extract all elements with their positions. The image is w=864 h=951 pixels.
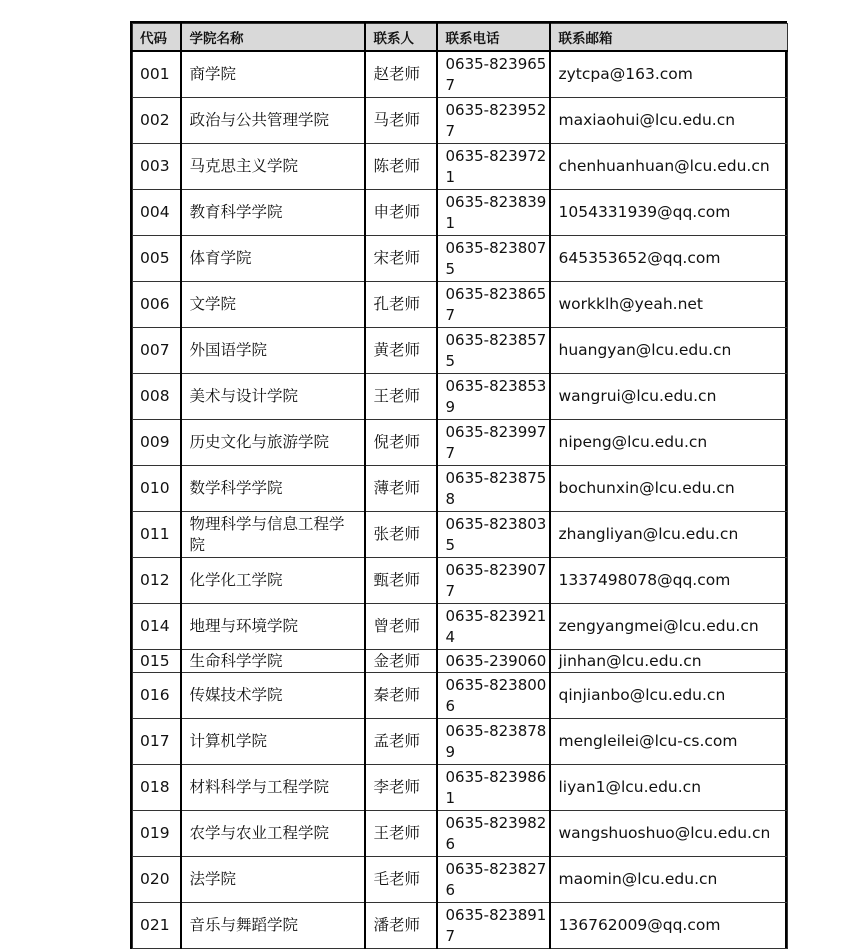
code-cell: 014 <box>133 604 181 650</box>
table-row <box>133 328 788 374</box>
contact-person-cell: 孟老师 <box>365 719 437 765</box>
contact-person-cell: 王老师 <box>365 374 437 420</box>
email-cell: zytcpa@163.com <box>550 51 788 98</box>
contact-person-cell: 秦老师 <box>365 673 437 719</box>
college-name-cell: 计算机学院 <box>181 719 365 765</box>
email-cell: wangshuoshuo@lcu.edu.cn <box>550 811 788 857</box>
phone-cell: 0635-8238758 <box>437 466 550 512</box>
code-cell: 008 <box>133 374 181 420</box>
phone-cell: 0635-8238539 <box>437 374 550 420</box>
contact-person-cell: 黄老师 <box>365 328 437 374</box>
header-code: 代码 <box>133 24 181 52</box>
email-cell: chenhuanhuan@lcu.edu.cn <box>550 144 788 190</box>
phone-cell: 0635-8239826 <box>437 811 550 857</box>
contact-person-cell: 张老师 <box>365 512 437 558</box>
code-cell: 009 <box>133 420 181 466</box>
contact-table-container <box>130 21 787 949</box>
table-row <box>133 811 788 857</box>
phone-cell: 0635-8239721 <box>437 144 550 190</box>
email-cell: mengleilei@lcu-cs.com <box>550 719 788 765</box>
phone-cell: 0635-8239657 <box>437 51 550 98</box>
email-cell: wangrui@lcu.edu.cn <box>550 374 788 420</box>
college-name-cell: 物理科学与信息工程学院 <box>181 512 365 558</box>
phone-cell: 0635-8238917 <box>437 903 550 949</box>
table-row <box>133 719 788 765</box>
contact-person-cell: 毛老师 <box>365 857 437 903</box>
table-row <box>133 903 788 949</box>
phone-cell: 0635-8238789 <box>437 719 550 765</box>
table-row <box>133 466 788 512</box>
contact-person-cell: 马老师 <box>365 98 437 144</box>
contact-table <box>132 23 788 949</box>
table-row <box>133 420 788 466</box>
email-cell: zengyangmei@lcu.edu.cn <box>550 604 788 650</box>
email-cell: qinjianbo@lcu.edu.cn <box>550 673 788 719</box>
code-cell: 021 <box>133 903 181 949</box>
college-name-cell: 外国语学院 <box>181 328 365 374</box>
phone-cell: 0635-239060 <box>437 650 550 673</box>
code-cell: 007 <box>133 328 181 374</box>
phone-cell: 0635-8238035 <box>437 512 550 558</box>
college-name-cell: 美术与设计学院 <box>181 374 365 420</box>
phone-cell: 0635-8238276 <box>437 857 550 903</box>
phone-cell: 0635-8239527 <box>437 98 550 144</box>
header-contact-person: 联系人 <box>365 24 437 52</box>
table-row <box>133 144 788 190</box>
phone-cell: 0635-8238657 <box>437 282 550 328</box>
phone-cell: 0635-8239861 <box>437 765 550 811</box>
college-name-cell: 体育学院 <box>181 236 365 282</box>
table-row <box>133 673 788 719</box>
email-cell: maxiaohui@lcu.edu.cn <box>550 98 788 144</box>
code-cell: 020 <box>133 857 181 903</box>
table-row <box>133 98 788 144</box>
code-cell: 012 <box>133 558 181 604</box>
email-cell: 645353652@qq.com <box>550 236 788 282</box>
email-cell: maomin@lcu.edu.cn <box>550 857 788 903</box>
email-cell: nipeng@lcu.edu.cn <box>550 420 788 466</box>
college-name-cell: 法学院 <box>181 857 365 903</box>
contact-person-cell: 申老师 <box>365 190 437 236</box>
contact-person-cell: 甄老师 <box>365 558 437 604</box>
college-name-cell: 商学院 <box>181 51 365 98</box>
code-cell: 019 <box>133 811 181 857</box>
contact-person-cell: 赵老师 <box>365 51 437 98</box>
college-name-cell: 农学与农业工程学院 <box>181 811 365 857</box>
table-row <box>133 765 788 811</box>
contact-person-cell: 李老师 <box>365 765 437 811</box>
table-row <box>133 558 788 604</box>
college-name-cell: 数学科学学院 <box>181 466 365 512</box>
header-college-name: 学院名称 <box>181 24 365 52</box>
contact-person-cell: 陈老师 <box>365 144 437 190</box>
college-name-cell: 政治与公共管理学院 <box>181 98 365 144</box>
email-cell: liyan1@lcu.edu.cn <box>550 765 788 811</box>
code-cell: 001 <box>133 51 181 98</box>
college-name-cell: 音乐与舞蹈学院 <box>181 903 365 949</box>
code-cell: 005 <box>133 236 181 282</box>
contact-person-cell: 孔老师 <box>365 282 437 328</box>
code-cell: 017 <box>133 719 181 765</box>
phone-cell: 0635-8239077 <box>437 558 550 604</box>
table-row <box>133 374 788 420</box>
contact-person-cell: 金老师 <box>365 650 437 673</box>
phone-cell: 0635-8238075 <box>437 236 550 282</box>
table-row <box>133 604 788 650</box>
college-name-cell: 化学化工学院 <box>181 558 365 604</box>
code-cell: 018 <box>133 765 181 811</box>
contact-person-cell: 宋老师 <box>365 236 437 282</box>
contact-person-cell: 倪老师 <box>365 420 437 466</box>
code-cell: 002 <box>133 98 181 144</box>
code-cell: 015 <box>133 650 181 673</box>
header-phone: 联系电话 <box>437 24 550 52</box>
code-cell: 003 <box>133 144 181 190</box>
college-name-cell: 材料科学与工程学院 <box>181 765 365 811</box>
phone-cell: 0635-8239214 <box>437 604 550 650</box>
college-name-cell: 传媒技术学院 <box>181 673 365 719</box>
college-name-cell: 地理与环境学院 <box>181 604 365 650</box>
phone-cell: 0635-8239977 <box>437 420 550 466</box>
phone-cell: 0635-8238006 <box>437 673 550 719</box>
code-cell: 010 <box>133 466 181 512</box>
phone-cell: 0635-8238575 <box>437 328 550 374</box>
contact-person-cell: 薄老师 <box>365 466 437 512</box>
college-name-cell: 历史文化与旅游学院 <box>181 420 365 466</box>
table-row <box>133 236 788 282</box>
contact-person-cell: 王老师 <box>365 811 437 857</box>
phone-cell: 0635-8238391 <box>437 190 550 236</box>
code-cell: 004 <box>133 190 181 236</box>
email-cell: bochunxin@lcu.edu.cn <box>550 466 788 512</box>
email-cell: 1054331939@qq.com <box>550 190 788 236</box>
email-cell: 136762009@qq.com <box>550 903 788 949</box>
email-cell: workklh@yeah.net <box>550 282 788 328</box>
table-row <box>133 650 788 673</box>
code-cell: 006 <box>133 282 181 328</box>
table-row <box>133 512 788 558</box>
college-name-cell: 马克思主义学院 <box>181 144 365 190</box>
code-cell: 011 <box>133 512 181 558</box>
table-row <box>133 282 788 328</box>
email-cell: 1337498078@qq.com <box>550 558 788 604</box>
code-cell: 016 <box>133 673 181 719</box>
contact-person-cell: 潘老师 <box>365 903 437 949</box>
table-body <box>133 51 788 949</box>
table-row <box>133 190 788 236</box>
college-name-cell: 生命科学学院 <box>181 650 365 673</box>
email-cell: zhangliyan@lcu.edu.cn <box>550 512 788 558</box>
table-header-row <box>133 24 788 52</box>
email-cell: huangyan@lcu.edu.cn <box>550 328 788 374</box>
table-row <box>133 857 788 903</box>
table-row <box>133 51 788 98</box>
email-cell: jinhan@lcu.edu.cn <box>550 650 788 673</box>
header-email: 联系邮箱 <box>550 24 788 52</box>
college-name-cell: 教育科学学院 <box>181 190 365 236</box>
college-name-cell: 文学院 <box>181 282 365 328</box>
contact-person-cell: 曾老师 <box>365 604 437 650</box>
